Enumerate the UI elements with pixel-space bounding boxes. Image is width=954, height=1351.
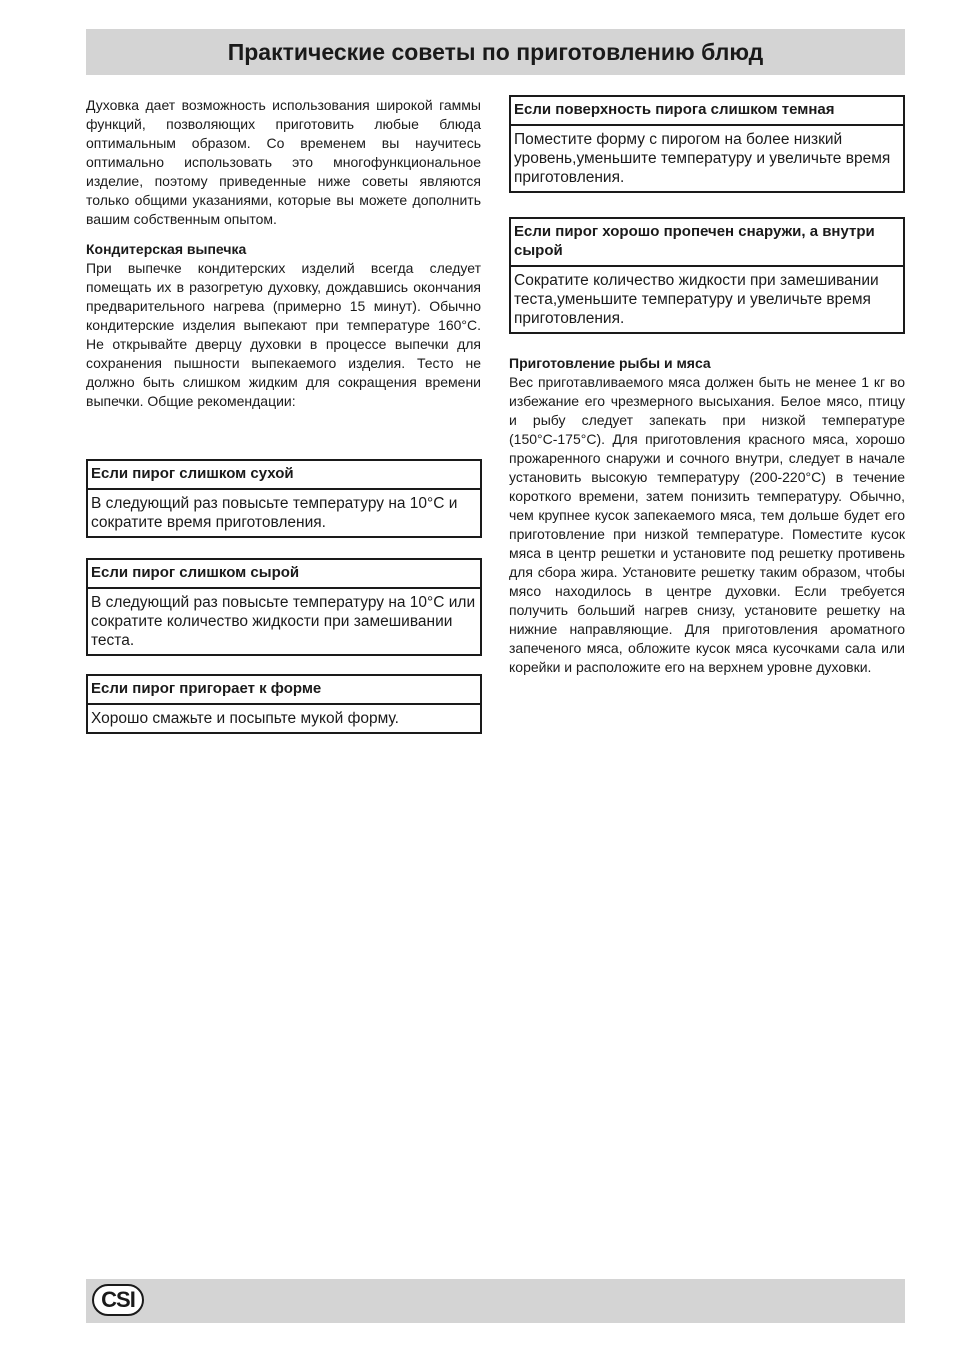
fish-meat-paragraph: Вес приготавливаемого мяса должен быть не менее 1 кг во избежание его чрезмерного высыхания. Белое мясо, птицу и рыбу следует запекать при низкой температуре (150°С-175°С). Для приготовления красного мяса, хорошо прожаренного снаружи и сочного внутри, следует в начале установить высокую температуру (200-220°С) в течение короткого времени, затем понизить температуру. Обычно, чем крупнее кусок запекаемого мяса, тем дольше будет его приготовление при низкой температуре. Поместите кусок мяса в центр решетки и установите под решетку противень для сбора жира. Установите решетку таким образом, чтобы мясо находилось в центре духовки. Если требуется получить больший нагрев снизу, установите решетку на нижние направляющие. Для приготовления ароматного запеченого мяса, обложите кусок мяса кусочками сала или корейки и расположите его на верхнем уровне духовки. [509, 374, 905, 675]
header-band [86, 29, 905, 75]
fish-meat-heading: Приготовление рыбы и мяса [509, 355, 711, 371]
intro-paragraph: Духовка дает возможность использования широкой гаммы функций, позволяющих приготовить любые блюда оптимальным образом. Со временем вы научитесь оптимально использовать это многофункциональное изделие, поэтому приведенные ниже советы являются только общими указаниями, которые вы можете дополнить вашим собственным опытом. [86, 97, 481, 227]
tip-box-burns-to-pan [86, 674, 482, 734]
tip-title: Если пирог пригорает к форме [88, 676, 480, 705]
fish-meat-section [509, 354, 905, 677]
left-column [86, 96, 481, 411]
tip-box-too-dry [86, 459, 482, 538]
page-title: Практические советы по приготовлению блюд [227, 39, 764, 65]
tip-title: Если поверхность пирога слишком темная [511, 97, 903, 126]
tip-box-raw-inside [509, 217, 905, 334]
tip-title: Если пирог хорошо пропечен снаружи, а внутри сырой [511, 219, 903, 267]
footer-band [86, 1279, 905, 1323]
tip-title: Если пирог слишком сухой [88, 461, 480, 490]
tip-text: Поместите форму с пирогом на более низкий уровень,уменьшите температуру и увеличьте время приготовления. [514, 131, 891, 186]
tip-text: Хорошо смажьте и посыпьте мукой форму. [91, 710, 399, 727]
language-badge: CSI [92, 1284, 144, 1316]
pastry-paragraph: При выпечке кондитерских изделий всегда следует помещать их в разогретую духовку, дождавшись окончания предварительного нагрева (примерно 15 минут). Обычно кондитерские изделия выпекают при температуре 160°С. Не открывайте дверцу духовки в процессе выпечки для сохранения пышности выпекаемого изделия. Тесто не должно быть слишком жидким для сокращения времени выпечки. Общие рекомендации: [86, 260, 481, 409]
tip-text: В следующий раз повысьте температуру на 10°С и сократите время приготовления. [91, 495, 458, 531]
tip-title: Если пирог слишком сырой [88, 560, 480, 589]
tip-text: Сократите количество жидкости при замешивании теста,уменьшите температуру и увеличьте время приготовления. [514, 272, 879, 327]
pastry-heading: Кондитерская выпечка [86, 241, 247, 257]
tip-text: В следующий раз повысьте температуру на 10°С или сократите количество жидкости при замешивании теста. [91, 594, 476, 649]
tip-box-too-dark [509, 95, 905, 193]
tip-box-too-raw [86, 558, 482, 656]
